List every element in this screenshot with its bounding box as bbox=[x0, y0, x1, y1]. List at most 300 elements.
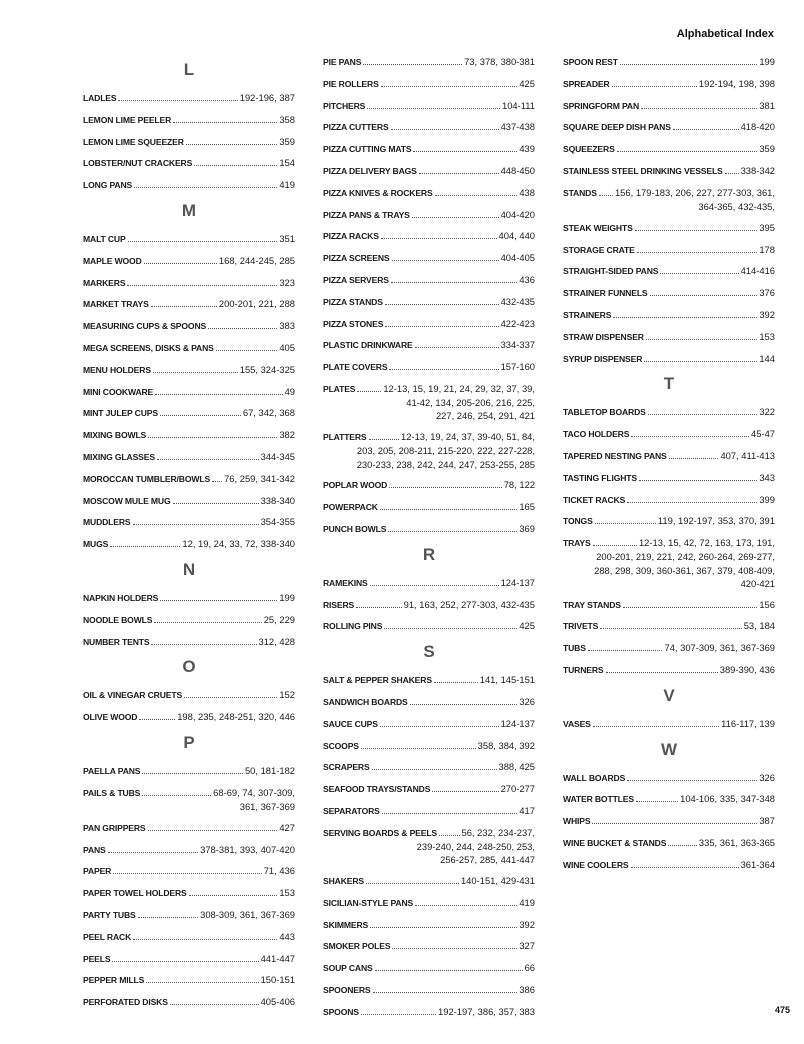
index-entry-market-trays bbox=[83, 297, 295, 311]
index-entry-syrup-dispenser bbox=[563, 352, 775, 366]
entry-pages: 104-111 bbox=[501, 99, 535, 111]
index-entry-plates bbox=[323, 382, 535, 423]
section-letter-t: T bbox=[663, 374, 675, 394]
entry-pages: 392 bbox=[759, 308, 775, 320]
dot-leader bbox=[184, 696, 277, 698]
dot-leader bbox=[173, 502, 259, 504]
index-entry-powerpack bbox=[323, 500, 535, 514]
entry-term: SANDWICH BOARDS bbox=[323, 696, 408, 707]
entry-pages-continued: 239-240, 244, 248-250, 253, bbox=[416, 840, 535, 852]
entry-term: NOODLE BOWLS bbox=[83, 614, 153, 625]
entry-pages: 338-340 bbox=[260, 494, 295, 506]
section-letter-m: M bbox=[181, 200, 197, 220]
dot-leader bbox=[142, 794, 211, 796]
dot-leader bbox=[382, 812, 518, 814]
index-entry-menu-holders bbox=[83, 363, 295, 377]
dot-leader bbox=[725, 172, 739, 174]
entry-pages: 141, 145-151 bbox=[479, 674, 535, 686]
index-entry-stands bbox=[563, 186, 775, 213]
dot-leader bbox=[133, 938, 277, 940]
entry-term: MIXING BOWLS bbox=[83, 430, 147, 441]
entry-pages: 192-197, 386, 357, 383 bbox=[438, 1005, 535, 1017]
entry-term: OIL & VINEGAR CRUETS bbox=[83, 690, 183, 701]
dot-leader bbox=[668, 844, 697, 846]
entry-pages: 12, 19, 24, 33, 72, 338-340 bbox=[182, 538, 295, 550]
index-entry-napkin-holders bbox=[83, 591, 295, 605]
entry-term: MINI COOKWARE bbox=[83, 386, 154, 397]
entry-pages: 199 bbox=[279, 591, 295, 603]
index-entry-lemon-lime-squeezer bbox=[83, 135, 295, 149]
entry-term: STRAW DISPENSER bbox=[563, 331, 644, 342]
entry-pages: 405 bbox=[279, 341, 295, 353]
entry-term: MEGA SCREENS, DISKS & PANS bbox=[83, 342, 214, 353]
index-entry-trivets bbox=[563, 619, 775, 633]
entry-pages: 389-390, 436 bbox=[719, 663, 775, 675]
index-entry-tasting-flights bbox=[563, 471, 775, 485]
index-entry-markers bbox=[83, 276, 295, 290]
entry-pages: 361-364 bbox=[740, 858, 775, 870]
index-entry-pitchers bbox=[323, 99, 535, 113]
entry-pages: 56, 232, 234-237, bbox=[461, 826, 535, 838]
dot-leader bbox=[157, 458, 259, 460]
entry-term: TRAYS bbox=[563, 538, 591, 549]
entry-pages: 382 bbox=[279, 429, 295, 441]
entry-term: VASES bbox=[563, 718, 591, 729]
entry-term: ROLLING PINS bbox=[323, 621, 383, 632]
entry-pages: 418-420 bbox=[740, 121, 775, 133]
dot-leader bbox=[646, 338, 758, 340]
entry-pages: 12-13, 15, 42, 72, 163, 173, 191, bbox=[638, 537, 775, 549]
index-entry-peel-rack bbox=[83, 930, 295, 944]
entry-pages: 436 bbox=[519, 273, 535, 285]
index-entry-ramekins bbox=[323, 576, 535, 590]
index-entry-punch-bowls bbox=[323, 522, 535, 536]
dot-leader bbox=[380, 725, 499, 727]
index-entry-pizza-pans-and-trays bbox=[323, 208, 535, 222]
entry-pages: 381 bbox=[759, 99, 775, 111]
entry-pages: 383 bbox=[279, 320, 295, 332]
entry-term: MIXING GLASSES bbox=[83, 451, 155, 462]
dot-leader bbox=[155, 393, 282, 395]
dot-leader bbox=[170, 1003, 259, 1005]
entry-term: SPRINGFORM PAN bbox=[563, 100, 640, 111]
dot-leader bbox=[363, 63, 462, 65]
entry-pages: 12-13, 15, 19, 21, 24, 29, 32, 37, 39, bbox=[383, 382, 535, 394]
entry-pages: 425 bbox=[519, 77, 535, 89]
entry-term: MUDDLERS bbox=[83, 517, 131, 528]
index-entry-mini-cookware bbox=[83, 385, 295, 399]
dot-leader bbox=[669, 457, 719, 459]
entry-term: SEAFOOD TRAYS/STANDS bbox=[323, 784, 431, 795]
dot-leader bbox=[613, 316, 757, 318]
entry-pages: 334-337 bbox=[500, 339, 535, 351]
dot-leader bbox=[127, 284, 277, 286]
entry-term: TUBS bbox=[563, 643, 586, 654]
dot-leader bbox=[635, 229, 758, 231]
entry-pages: 358, 384, 392 bbox=[477, 739, 535, 751]
entry-pages: 156 bbox=[759, 598, 775, 610]
dot-leader bbox=[660, 272, 738, 274]
entry-pages: 152 bbox=[279, 689, 295, 701]
entry-pages: 359 bbox=[279, 135, 295, 147]
dot-leader bbox=[389, 368, 498, 370]
entry-pages: 53, 184 bbox=[743, 620, 775, 632]
dot-leader bbox=[373, 991, 518, 993]
entry-term: MENU HOLDERS bbox=[83, 364, 151, 375]
entry-pages: 45-47 bbox=[751, 428, 775, 440]
entry-pages: 327 bbox=[519, 940, 535, 952]
index-entry-pizza-racks bbox=[323, 229, 535, 243]
entry-term: PEEL RACK bbox=[83, 931, 132, 942]
entry-term: WHIPS bbox=[563, 816, 591, 827]
index-entry-scrapers bbox=[323, 760, 535, 774]
entry-term: PIZZA PANS & TRAYS bbox=[323, 209, 410, 220]
dot-leader bbox=[641, 107, 757, 109]
entry-term: PARTY TUBS bbox=[83, 909, 136, 920]
entry-term: OLIVE WOOD bbox=[83, 712, 138, 723]
entry-term: PLATTERS bbox=[323, 432, 367, 443]
index-entry-plastic-drinkware bbox=[323, 338, 535, 352]
entry-term: MAPLE WOOD bbox=[83, 255, 142, 266]
entry-pages: 71, 436 bbox=[263, 865, 295, 877]
index-entry-steak-weights bbox=[563, 221, 775, 235]
index-entry-risers bbox=[323, 598, 535, 612]
entry-term: SOUP CANS bbox=[323, 963, 373, 974]
entry-term: PIE PANS bbox=[323, 57, 362, 67]
index-entry-moroccan-tumbler-bowls bbox=[83, 472, 295, 486]
index-entry-maple-wood bbox=[83, 254, 295, 268]
index-entry-poplar-wood bbox=[323, 478, 535, 492]
entry-pages: 387 bbox=[759, 815, 775, 827]
entry-pages: 74, 307-309, 361, 367-369 bbox=[664, 642, 775, 654]
dot-leader bbox=[419, 172, 499, 174]
dot-leader bbox=[146, 981, 258, 983]
entry-pages: 178 bbox=[759, 243, 775, 255]
dot-leader bbox=[623, 606, 757, 608]
entry-pages: 422-423 bbox=[500, 317, 535, 329]
index-column-3 bbox=[563, 55, 775, 880]
entry-pages: 419 bbox=[519, 896, 535, 908]
entry-pages: 192-196, 387 bbox=[239, 92, 295, 103]
dot-leader bbox=[173, 121, 277, 123]
index-entry-skimmers bbox=[323, 918, 535, 932]
entry-term: PIZZA SCREENS bbox=[323, 253, 390, 264]
index-entry-smoker-poles bbox=[323, 939, 535, 953]
entry-term: PLATE COVERS bbox=[323, 362, 388, 373]
dot-leader bbox=[160, 414, 241, 416]
entry-term: LOBSTER/NUT CRACKERS bbox=[83, 158, 193, 169]
dot-leader bbox=[366, 882, 459, 884]
entry-term: SMOKER POLES bbox=[323, 941, 391, 952]
entry-pages: 165 bbox=[519, 501, 535, 513]
dot-leader bbox=[151, 643, 256, 645]
entry-term: STORAGE CRATE bbox=[563, 244, 635, 255]
entry-pages: 343 bbox=[759, 471, 775, 483]
index-entry-pizza-cutting-mats bbox=[323, 142, 535, 156]
entry-pages: 335, 361, 363-365 bbox=[698, 836, 775, 848]
dot-leader bbox=[392, 259, 499, 261]
entry-term: PAELLA PANS bbox=[83, 765, 141, 776]
entry-pages: 119, 192-197, 353, 370, 391 bbox=[657, 515, 775, 527]
entry-term: PAN GRIPPERS bbox=[83, 822, 146, 833]
entry-pages: 322 bbox=[759, 406, 775, 418]
dot-leader bbox=[138, 916, 199, 918]
entry-pages: 200-201, 221, 288 bbox=[218, 298, 295, 310]
entry-term: PAPER TOWEL HOLDERS bbox=[83, 888, 187, 899]
index-column-2 bbox=[323, 55, 535, 1027]
entry-pages: 376 bbox=[759, 287, 775, 299]
index-entry-moscow-mule-mug bbox=[83, 494, 295, 508]
dot-leader bbox=[148, 829, 278, 831]
dot-leader bbox=[381, 85, 518, 87]
index-entry-pepper-mills bbox=[83, 973, 295, 987]
entry-term: TASTING FLIGHTS bbox=[563, 472, 637, 483]
entry-term: TRAY STANDS bbox=[563, 599, 621, 610]
entry-pages: 438 bbox=[519, 186, 535, 198]
dot-leader bbox=[356, 606, 402, 608]
index-entry-perforated-disks bbox=[83, 995, 295, 1009]
entry-term: SAUCE CUPS bbox=[323, 718, 378, 729]
entry-pages: 404-420 bbox=[500, 208, 535, 220]
index-entry-muddlers bbox=[83, 515, 295, 529]
entry-pages: 116-117, 139 bbox=[721, 717, 775, 729]
entry-term: WALL BOARDS bbox=[563, 772, 626, 783]
index-entry-salt-and-pepper-shakers bbox=[323, 673, 535, 687]
entry-pages: 270-277 bbox=[500, 783, 535, 795]
entry-term: PIZZA DELIVERY BAGS bbox=[323, 165, 417, 176]
entry-term: PITCHERS bbox=[323, 100, 366, 111]
dot-leader bbox=[154, 621, 261, 623]
entry-term: PLATES bbox=[323, 383, 356, 394]
entry-pages: 153 bbox=[759, 330, 775, 342]
entry-term: PAPER bbox=[83, 866, 112, 877]
dot-leader bbox=[435, 194, 518, 196]
dot-leader bbox=[385, 325, 498, 327]
entry-term: MOSCOW MULE MUG bbox=[83, 495, 171, 506]
entry-pages: 358 bbox=[279, 113, 295, 125]
dot-leader bbox=[617, 150, 758, 152]
entry-term: PIZZA CUTTERS bbox=[323, 122, 389, 133]
index-entry-strainer-funnels bbox=[563, 286, 775, 300]
entry-pages: 91, 163, 252, 277-303, 432-435 bbox=[403, 598, 535, 610]
entry-pages: 354-355 bbox=[260, 516, 295, 528]
index-entry-mixing-bowls bbox=[83, 428, 295, 442]
dot-leader bbox=[410, 703, 518, 705]
index-entry-squeezers bbox=[563, 142, 775, 156]
index-entry-sauce-cups bbox=[323, 717, 535, 731]
entry-term: TACO HOLDERS bbox=[563, 429, 630, 440]
entry-pages-continued: 288, 298, 309, 360-361, 367, 379, 408-409, bbox=[594, 564, 775, 576]
index-entry-whips bbox=[563, 814, 775, 828]
entry-term: POPLAR WOOD bbox=[323, 480, 388, 491]
entry-term: SPOON REST bbox=[563, 57, 618, 67]
entry-pages: 25, 229 bbox=[263, 613, 295, 625]
entry-term: PIZZA STONES bbox=[323, 318, 384, 329]
entry-term: LONG PANS bbox=[83, 180, 133, 191]
index-entry-spreader bbox=[563, 77, 775, 91]
index-entry-pizza-stones bbox=[323, 317, 535, 331]
entry-term: STAINLESS STEEL DRINKING VESSELS bbox=[563, 165, 723, 176]
index-entry-oil-and-vinegar-cruets bbox=[83, 688, 295, 702]
index-entry-pizza-cutters bbox=[323, 120, 535, 134]
entry-pages: 437-438 bbox=[500, 121, 535, 133]
dot-leader bbox=[606, 671, 718, 673]
dot-leader bbox=[367, 107, 500, 109]
entry-term: PUNCH BOWLS bbox=[323, 523, 387, 534]
entry-pages: 168, 244-245, 285 bbox=[218, 254, 295, 266]
dot-leader bbox=[593, 725, 719, 727]
entry-term: MALT CUP bbox=[83, 233, 126, 244]
index-entry-platters bbox=[323, 430, 535, 471]
entry-pages: 157-160 bbox=[500, 361, 535, 373]
entry-pages-continued: 227, 246, 254, 291, 421 bbox=[435, 410, 535, 422]
dot-leader bbox=[434, 681, 478, 683]
entry-pages: 50, 181-182 bbox=[244, 764, 295, 776]
entry-pages: 49 bbox=[284, 385, 295, 397]
dot-leader bbox=[415, 904, 517, 906]
entry-term: LADLES bbox=[83, 93, 117, 103]
entry-term: POWERPACK bbox=[323, 502, 378, 513]
entry-pages: 150-151 bbox=[260, 974, 295, 986]
dot-leader bbox=[391, 281, 517, 283]
entry-pages: 399 bbox=[759, 493, 775, 505]
dot-leader bbox=[415, 346, 499, 348]
entry-term: PIZZA CUTTING MATS bbox=[323, 144, 412, 155]
entry-term: TICKET RACKS bbox=[563, 494, 626, 505]
dot-leader bbox=[375, 969, 523, 971]
entry-pages: 154 bbox=[279, 157, 295, 169]
dot-leader bbox=[592, 822, 757, 824]
index-entry-mint-julep-cups bbox=[83, 406, 295, 420]
index-entry-rolling-pins bbox=[323, 619, 535, 633]
entry-term: SYRUP DISPENSER bbox=[563, 353, 643, 364]
entry-pages: 414-416 bbox=[740, 265, 775, 277]
entry-pages: 312, 428 bbox=[258, 635, 295, 647]
dot-leader bbox=[361, 747, 476, 749]
index-entry-pans bbox=[83, 843, 295, 857]
dot-leader bbox=[370, 584, 499, 586]
entry-pages: 308-309, 361, 367-369 bbox=[200, 908, 295, 920]
dot-leader bbox=[357, 390, 381, 392]
entry-pages: 359 bbox=[759, 143, 775, 155]
index-entry-separators bbox=[323, 804, 535, 818]
entry-term: RAMEKINS bbox=[323, 577, 368, 588]
index-entry-stainless-steel-drinking-vessels bbox=[563, 164, 775, 178]
index-entry-spooners bbox=[323, 983, 535, 997]
index-entry-storage-crate bbox=[563, 243, 775, 257]
entry-pages: 68-69, 74, 307-309, bbox=[213, 786, 295, 798]
index-entry-straight-sided-pans bbox=[563, 264, 775, 278]
entry-pages: 344-345 bbox=[260, 450, 295, 462]
index-entry-sandwich-boards bbox=[323, 695, 535, 709]
entry-term: SPREADER bbox=[563, 78, 610, 89]
section-letter-p: P bbox=[183, 732, 195, 752]
index-entry-ticket-racks bbox=[563, 493, 775, 507]
entry-pages: 153 bbox=[279, 887, 295, 899]
dot-leader bbox=[110, 545, 180, 547]
entry-pages: 124-137 bbox=[500, 576, 535, 588]
index-column-1 bbox=[83, 55, 295, 1017]
dot-leader bbox=[673, 128, 739, 130]
index-entry-tapered-nesting-pans bbox=[563, 449, 775, 463]
dot-leader bbox=[600, 627, 741, 629]
dot-leader bbox=[151, 305, 217, 307]
index-entry-shakers bbox=[323, 874, 535, 888]
dot-leader bbox=[388, 530, 517, 532]
entry-pages: 12-13, 19, 24, 37, 39-40, 51, 84, bbox=[401, 431, 535, 443]
entry-pages: 432-435 bbox=[500, 295, 535, 307]
entry-term: PERFORATED DISKS bbox=[83, 997, 168, 1008]
entry-term: PIZZA RACKS bbox=[323, 231, 379, 242]
entry-term: STEAK WEIGHTS bbox=[563, 222, 633, 233]
entry-pages: 392 bbox=[519, 918, 535, 930]
entry-pages-continued: 200-201, 219, 221, 242, 260-264, 269-277, bbox=[596, 551, 775, 563]
index-entry-pizza-screens bbox=[323, 251, 535, 265]
dot-leader bbox=[620, 63, 757, 65]
entry-pages-continued: 364-365, 432-435, bbox=[698, 200, 775, 212]
entry-pages: 378-381, 393, 407-420 bbox=[200, 843, 295, 855]
entry-term: SEPARATORS bbox=[323, 805, 380, 816]
dot-leader bbox=[631, 435, 749, 437]
entry-term: PIZZA KNIVES & ROCKERS bbox=[323, 187, 433, 198]
section-letter-n: N bbox=[182, 559, 196, 579]
entry-pages-continued: 41-42, 134, 205-206, 216, 225, bbox=[406, 397, 535, 409]
entry-term: WINE BUCKET & STANDS bbox=[563, 837, 667, 848]
dot-leader bbox=[432, 790, 498, 792]
entry-term: SCRAPERS bbox=[323, 762, 370, 773]
entry-term: MARKERS bbox=[83, 277, 126, 288]
index-entry-wine-coolers bbox=[563, 858, 775, 872]
entry-term: LEMON LIME SQUEEZER bbox=[83, 136, 184, 147]
entry-term: LEMON LIME PEELER bbox=[83, 114, 172, 125]
dot-leader bbox=[648, 413, 758, 415]
entry-pages: 104-106, 335, 347-348 bbox=[680, 793, 775, 805]
index-entry-straw-dispenser bbox=[563, 330, 775, 344]
index-entry-mugs bbox=[83, 537, 295, 551]
entry-pages: 76, 259, 341-342 bbox=[224, 472, 295, 484]
entry-pages: 326 bbox=[759, 771, 775, 783]
index-entry-spoons bbox=[323, 1005, 535, 1019]
index-entry-pizza-delivery-bags bbox=[323, 164, 535, 178]
entry-term: PIZZA STANDS bbox=[323, 296, 383, 307]
dot-leader bbox=[108, 851, 198, 853]
dot-leader bbox=[588, 649, 663, 651]
index-entry-tongs bbox=[563, 514, 775, 528]
entry-term: TABLETOP BOARDS bbox=[563, 407, 646, 418]
dot-leader bbox=[369, 438, 400, 440]
index-entry-turners bbox=[563, 663, 775, 677]
section-letter-r: R bbox=[422, 544, 436, 564]
dot-leader bbox=[392, 947, 517, 949]
index-entry-serving-boards-and-peels bbox=[323, 826, 535, 867]
entry-term: WATER BOTTLES bbox=[563, 794, 634, 805]
entry-term: SERVING BOARDS & PEELS bbox=[323, 827, 438, 838]
entry-pages: 351 bbox=[279, 232, 295, 244]
index-entry-soup-cans bbox=[323, 961, 535, 975]
entry-pages-continued: 203, 205, 208-211, 215-220, 222, 227-228, bbox=[356, 445, 535, 457]
dot-leader bbox=[113, 872, 261, 874]
entry-term: RISERS bbox=[323, 599, 355, 610]
index-entry-ladles bbox=[83, 91, 295, 105]
index-entry-water-bottles bbox=[563, 792, 775, 806]
index-entry-number-tents bbox=[83, 635, 295, 649]
index-entry-noodle-bowls bbox=[83, 613, 295, 627]
dot-leader bbox=[142, 772, 243, 774]
entry-term: STRAIGHT-SIDED PANS bbox=[563, 266, 659, 277]
index-entry-springform-pan bbox=[563, 99, 775, 113]
dot-leader bbox=[639, 479, 757, 481]
index-entry-pizza-servers bbox=[323, 273, 535, 287]
